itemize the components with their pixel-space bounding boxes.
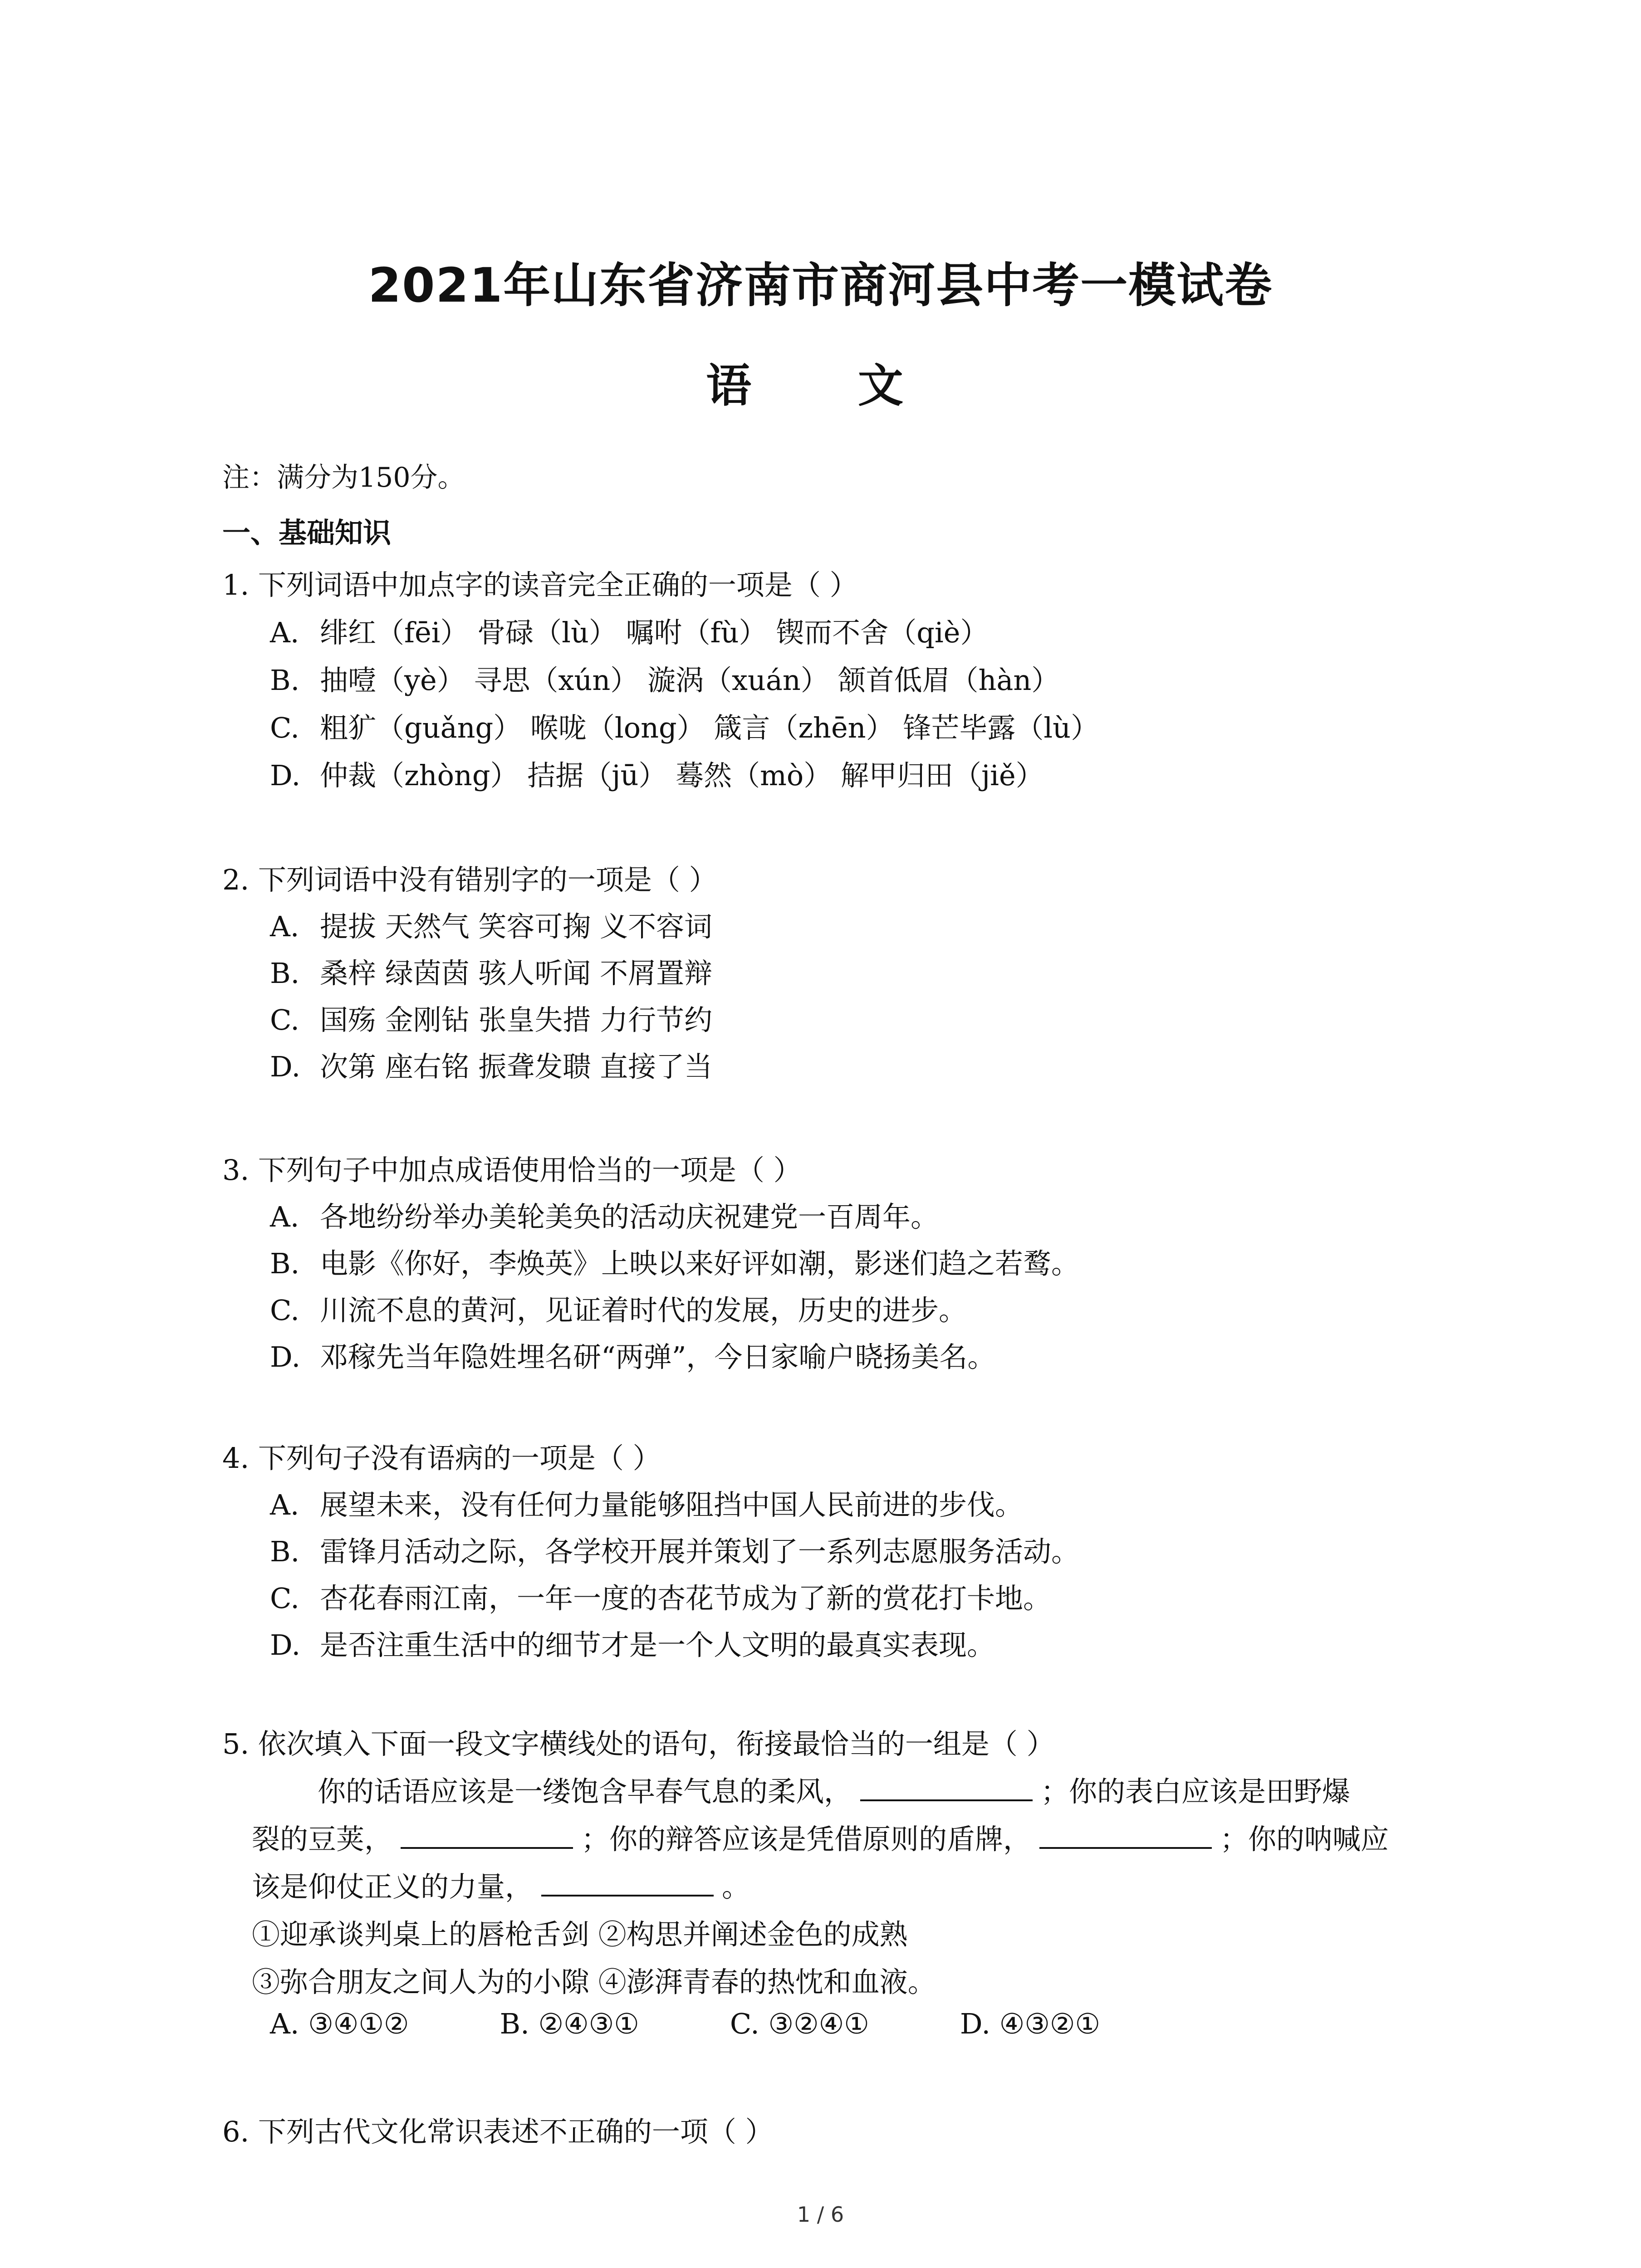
question-3-option-b (270, 1241, 1079, 1281)
question-4-option-c (270, 1576, 1051, 1616)
passage-text: ；你的辩答应该是凭借原则的盾牌， (581, 1823, 1032, 1856)
option-text: 仲裁（zhòng） 拮据（jū） 蓦然（mò） 解甲归田（jiě） (320, 759, 1044, 792)
passage-text: 你的话语应该是一缕饱含早春气息的柔风， (318, 1775, 852, 1808)
option-letter: D. (270, 1050, 301, 1083)
page-number: 1 / 6 (797, 2202, 844, 2227)
option-letter: C. (270, 1294, 299, 1327)
question-2-option-d (270, 1044, 712, 1085)
question-4-stem: 4. 下列句子没有语病的一项是（ ） (222, 1442, 661, 1475)
passage-line-3 (252, 1864, 750, 1905)
passage-line-1 (318, 1769, 1350, 1809)
question-3-stem: 3. 下列句子中加点成语使用恰当的一项是（ ） (222, 1154, 802, 1187)
question-4-option-a (270, 1482, 1023, 1523)
option-text: 展望未来，没有任何力量能够阻挡中国人民前进的步伐。 (320, 1488, 1024, 1521)
option-text: 次第 座右铭 振聋发聩 直接了当 (320, 1050, 713, 1083)
option-text: 粗犷（guǎng） 喉咙（long） 箴言（zhēn） 锋芒毕露（lù） (320, 711, 1099, 744)
sentence-options-1: ①迎承谈判桌上的唇枪舌剑 ②构思并阐述金色的成熟 (252, 1918, 908, 1951)
passage-text: ；你的呐喊应 (1220, 1823, 1389, 1856)
question-1-option-c (270, 705, 1099, 746)
option-text: 提拔 天然气 笑容可掬 义不容词 (320, 910, 713, 943)
question-1-option-d (270, 753, 1044, 793)
option-text: 电影《你好，李焕英》上映以来好评如潮，影迷们趋之若鹜。 (320, 1247, 1080, 1280)
exam-title: 2021年山东省济南市商河县中考一模试卷 (368, 258, 1273, 313)
choice-a: A. ③④①② (270, 2007, 409, 2040)
choice-b: B. ②④③① (500, 2007, 639, 2040)
question-5-choices (270, 2007, 1191, 2040)
question-2-option-c (270, 997, 712, 1038)
question-5-stem: 5. 依次填入下面一段文字横线处的语句，衔接最恰当的一组是（ ） (222, 1727, 1055, 1760)
answer-blank (1039, 1823, 1212, 1849)
sentence-options-2: ③弥合朋友之间人为的小隙 ④澎湃青春的热忱和血液。 (252, 1965, 936, 1999)
question-6-stem: 6. 下列古代文化常识表述不正确的一项（ ） (222, 2115, 774, 2148)
section-heading: 一、基础知识 (222, 516, 392, 549)
question-4-option-d (270, 1623, 995, 1663)
question-4-option-b (270, 1529, 1079, 1569)
option-letter: B. (270, 957, 300, 990)
passage-text: 该是仰仗正义的力量， (252, 1870, 534, 1903)
passage-line-2 (252, 1817, 1389, 1857)
passage-text: ；你的表白应该是田野爆 (1041, 1775, 1351, 1808)
question-1-option-b (270, 658, 1059, 698)
option-letter: C. (270, 1582, 299, 1615)
option-text: 绯红（fēi） 骨碌（lù） 嘱咐（fù） 锲而不舍（qiè） (320, 616, 989, 649)
passage-text: 。 (722, 1870, 750, 1903)
passage-text: 裂的豆荚， (252, 1823, 393, 1856)
choice-c: C. ③②④① (730, 2007, 869, 2040)
answer-blank (541, 1871, 714, 1897)
option-letter: D. (270, 1628, 301, 1662)
option-letter: A. (270, 1488, 299, 1521)
question-3-option-d (270, 1334, 995, 1375)
answer-blank (860, 1776, 1033, 1801)
question-2-option-a (270, 904, 712, 944)
option-letter: A. (270, 910, 299, 943)
option-letter: D. (270, 1340, 301, 1374)
option-text: 国殇 金刚钻 张皇失措 力行节约 (320, 1003, 713, 1036)
score-note: 注：满分为150分。 (222, 462, 465, 494)
option-letter: B. (270, 1535, 300, 1568)
option-text: 川流不息的黄河，见证着时代的发展，历史的进步。 (320, 1294, 967, 1327)
question-2-stem: 2. 下列词语中没有错别字的一项是（ ） (222, 863, 717, 896)
option-letter: C. (270, 1003, 299, 1036)
option-letter: C. (270, 711, 299, 744)
question-1-stem: 1. 下列词语中加点字的读音完全正确的一项是（ ） (222, 568, 858, 601)
question-1-option-a (270, 610, 988, 650)
choice-d: D. ④③②① (960, 2007, 1101, 2040)
option-text: 各地纷纷举办美轮美奂的活动庆祝建党一百周年。 (320, 1200, 939, 1233)
answer-blank (401, 1823, 573, 1849)
option-text: 抽噎（yè） 寻思（xún） 漩涡（xuán） 颔首低眉（hàn） (320, 664, 1060, 697)
option-text: 是否注重生活中的细节才是一个人文明的最真实表现。 (320, 1628, 995, 1662)
option-text: 杏花春雨江南，一年一度的杏花节成为了新的赏花打卡地。 (320, 1582, 1052, 1615)
option-letter: A. (270, 1200, 299, 1233)
question-2-option-b (270, 951, 712, 991)
question-3-option-c (270, 1288, 967, 1328)
option-letter: B. (270, 1247, 300, 1280)
option-letter: A. (270, 616, 299, 649)
option-letter: B. (270, 664, 300, 697)
option-letter: D. (270, 759, 301, 792)
option-text: 邓稼先当年隐姓埋名研“两弹”，今日家喻户晓扬美名。 (320, 1340, 996, 1374)
question-3-option-a (270, 1194, 939, 1235)
exam-subject: 语 文 (706, 359, 935, 412)
option-text: 桑梓 绿茵茵 骇人听闻 不屑置辩 (320, 957, 713, 990)
option-text: 雷锋月活动之际，各学校开展并策划了一系列志愿服务活动。 (320, 1535, 1080, 1568)
